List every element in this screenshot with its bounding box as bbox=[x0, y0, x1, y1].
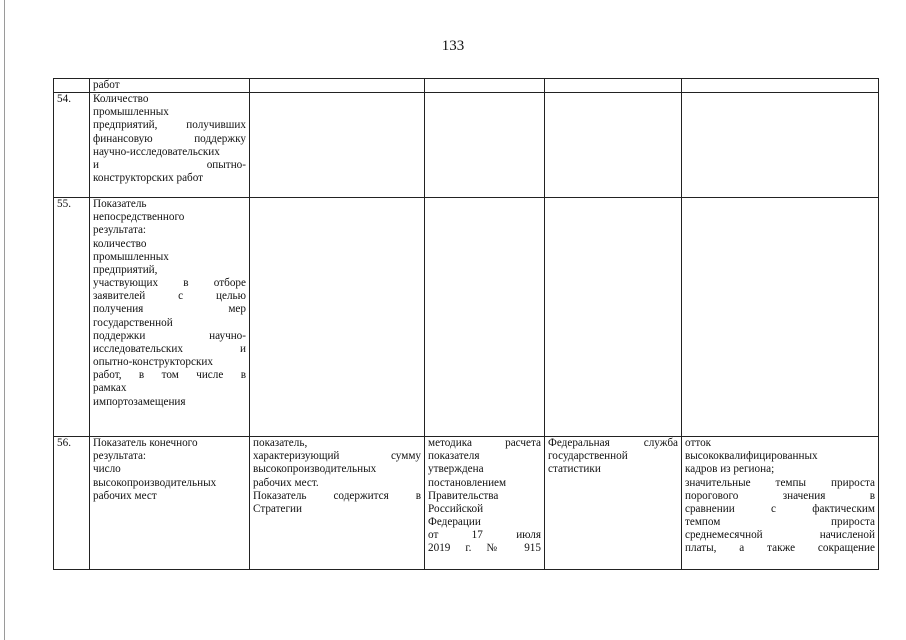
row-number-cell bbox=[54, 79, 90, 93]
cell-text-line: темпом прироста bbox=[685, 516, 875, 529]
cell-text-line: порогового значения в bbox=[685, 489, 875, 502]
indicator-table bbox=[53, 78, 879, 570]
cell-text-line: рабочих мест bbox=[93, 489, 157, 502]
cell-text-line: результата: bbox=[93, 224, 147, 237]
cell-text-line: поддержки научно- bbox=[93, 329, 246, 342]
methodology-cell bbox=[425, 79, 545, 93]
risk-cell bbox=[682, 79, 879, 93]
table-row bbox=[54, 93, 879, 198]
indicator-name-cell bbox=[90, 79, 250, 93]
cell-text-line: высокопроизводительных bbox=[253, 463, 377, 476]
cell-text-line: сравнении с фактическим bbox=[685, 502, 875, 515]
cell-text-line: постановлением bbox=[428, 476, 507, 489]
cell-text-line: государственной bbox=[548, 450, 628, 463]
cell-text-line: исследовательских и bbox=[93, 342, 246, 355]
cell-text-line: результата: bbox=[93, 450, 147, 463]
cell-text-line: платы, а также сокращение bbox=[685, 542, 875, 555]
cell-text-line: Количество bbox=[93, 93, 149, 106]
cell-text-line: получения мер bbox=[93, 303, 246, 316]
cell-text-line: отток bbox=[685, 437, 712, 450]
table-row bbox=[54, 79, 879, 93]
description-cell bbox=[250, 93, 425, 198]
cell-text-line: рабочих мест. bbox=[253, 476, 319, 489]
cell-text-line: 2019 г. № 915 bbox=[428, 542, 541, 555]
cell-text-line: статистики bbox=[548, 463, 601, 476]
cell-text-line: Федерации bbox=[428, 516, 481, 529]
cell-text-line: работ, в том числе в bbox=[93, 369, 246, 382]
description-cell bbox=[250, 79, 425, 93]
cell-text-line: участвующих в отборе bbox=[93, 277, 246, 290]
cell-text-line: значительные темпы прироста bbox=[685, 476, 875, 489]
cell-text-line: предприятий, получивших bbox=[93, 119, 246, 132]
cell-text-line: заявителей с целью bbox=[93, 290, 246, 303]
cell-text-line: показателя bbox=[428, 450, 480, 463]
cell-text-line: научно-исследовательских bbox=[93, 145, 220, 158]
cell-text-line: импортозамещения bbox=[93, 395, 186, 408]
cell-text-line: число bbox=[93, 463, 121, 476]
page-number: 133 bbox=[441, 38, 465, 54]
cell-text-line: опытно-конструкторских bbox=[93, 356, 213, 369]
cell-text-line: характеризующий сумму bbox=[253, 450, 421, 463]
cell-text-line: высококвалифицированных bbox=[685, 450, 818, 463]
cell-text-line: государственной bbox=[93, 316, 173, 329]
source-cell bbox=[545, 93, 682, 198]
indicator-name-cell bbox=[90, 437, 250, 570]
cell-text-line: промышленных bbox=[93, 106, 169, 119]
source-cell bbox=[545, 198, 682, 437]
cell-text-line: предприятий, bbox=[93, 263, 158, 276]
cell-text-line: Показатель bbox=[93, 198, 147, 211]
risk-cell bbox=[682, 437, 879, 570]
table-row bbox=[54, 437, 879, 570]
description-cell bbox=[250, 198, 425, 437]
risk-cell bbox=[682, 93, 879, 198]
cell-text-line: высокопроизводительных bbox=[93, 476, 217, 489]
cell-text-line: показатель, bbox=[253, 437, 308, 450]
cell-text-line: Правительства bbox=[428, 489, 499, 502]
cell-text-line: Федеральная служба bbox=[548, 437, 678, 450]
cell-text-line: Российской bbox=[428, 502, 484, 515]
cell-text-line: конструкторских работ bbox=[93, 172, 204, 185]
risk-cell bbox=[682, 198, 879, 437]
page-left-edge bbox=[4, 0, 5, 640]
cell-text-line: рамках bbox=[93, 382, 127, 395]
cell-text-line: Показатель конечного bbox=[93, 437, 198, 450]
methodology-cell bbox=[425, 93, 545, 198]
row-number-cell: 55. bbox=[54, 198, 90, 437]
cell-text-line: финансовую поддержку bbox=[93, 132, 246, 145]
cell-text-line: Показатель содержится в bbox=[253, 489, 421, 502]
cell-text-line: утверждена bbox=[428, 463, 484, 476]
cell-text-line: количество bbox=[93, 237, 147, 250]
cell-text-line: промышленных bbox=[93, 250, 169, 263]
row-number-cell: 54. bbox=[54, 93, 90, 198]
source-cell bbox=[545, 437, 682, 570]
cell-text-line: методика расчета bbox=[428, 437, 541, 450]
row-number-cell: 56. bbox=[54, 437, 90, 570]
methodology-cell bbox=[425, 198, 545, 437]
cell-text-line: и опытно- bbox=[93, 158, 246, 171]
cell-text-line: кадров из региона; bbox=[685, 463, 775, 476]
cell-text-line: непосредственного bbox=[93, 211, 185, 224]
source-cell bbox=[545, 79, 682, 93]
table-row bbox=[54, 198, 879, 437]
methodology-cell bbox=[425, 437, 545, 570]
indicator-name-cell bbox=[90, 198, 250, 437]
cell-text-line: от 17 июля bbox=[428, 529, 541, 542]
cell-text-line: Стратегии bbox=[253, 502, 303, 515]
description-cell bbox=[250, 437, 425, 570]
cell-text-line: среднемесячной начисленой bbox=[685, 529, 875, 542]
indicator-name-cell bbox=[90, 93, 250, 198]
cell-text-line: работ bbox=[93, 79, 120, 91]
